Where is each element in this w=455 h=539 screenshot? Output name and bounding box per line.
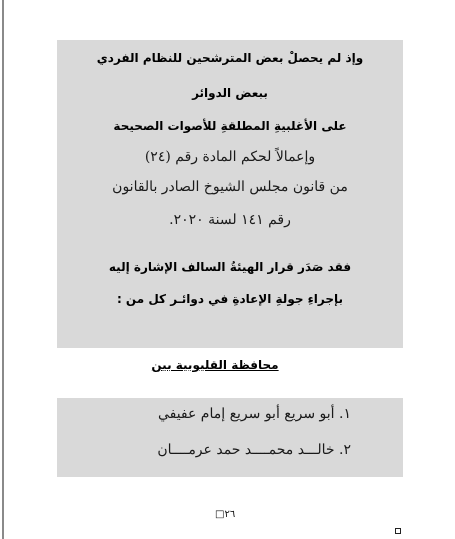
- decision-line-8: بإجراءِ جولةِ الإعادةِ في دوائـر كل من :: [116, 292, 344, 306]
- decision-line-3: على الأغلبيةِ المطلقةِ للأصوات الصحيحة: [113, 119, 347, 133]
- page-number-box-icon: □: [215, 509, 225, 520]
- decision-line-4: وإعمالاً لحكم المادة رقم (٢٤): [144, 149, 316, 165]
- decision-line-7: فقد صَدَر قرار الهيئةُ السالف الإشارة إليه: [108, 260, 352, 274]
- page-number: [215, 509, 235, 520]
- governorate-heading: محافظة القليوبية بين: [151, 358, 279, 372]
- corner-square-icon: [395, 528, 401, 534]
- page-number-value: ٢٦: [224, 509, 236, 520]
- decision-line-6: رقم ١٤١ لسنة ٢٠٢٠.: [169, 212, 291, 228]
- left-margin-rule: [2, 0, 4, 539]
- decision-line-1: وإذ لم يحصلْ بعض المترشحين للنظام الفردي: [96, 51, 364, 65]
- decision-line-5: من قانون مجلس الشيوخ الصادر بالقانون: [112, 179, 348, 195]
- candidate-item-2: ٢. خالـــد محمــــد حمد عرمــــان: [157, 442, 351, 458]
- candidate-item-1: ١. أبو سريع أبو سريع إمام عفيفي: [157, 406, 351, 422]
- candidates-list: [57, 398, 403, 477]
- decision-line-2: ببعض الدوائر: [192, 86, 268, 100]
- decision-text-box: [57, 40, 403, 348]
